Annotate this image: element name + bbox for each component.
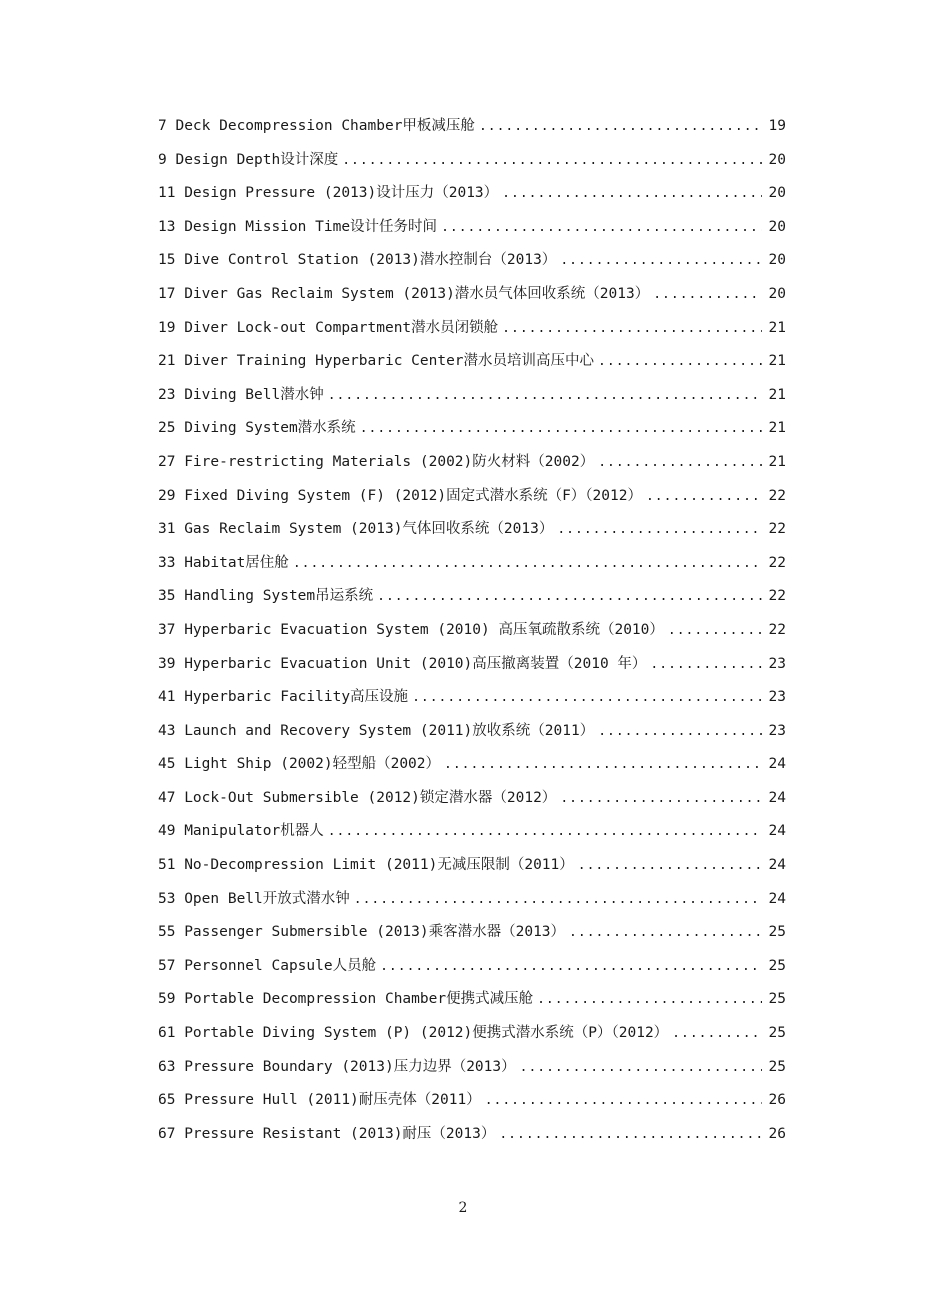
toc-entry[interactable]: [158, 583, 786, 617]
toc-entry[interactable]: [158, 449, 786, 483]
toc-leader-dots: [569, 920, 762, 946]
toc-entry-page: 26: [768, 1092, 786, 1109]
toc-leader-dots: [598, 719, 762, 745]
toc-entry-title: 47 Lock-Out Submersible (2012)锁定潜水器（2012）: [158, 785, 560, 811]
toc-entry-title: 37 Hyperbaric Evacuation System (2010) 高压氧疏散系统（2010）: [158, 617, 668, 643]
toc-entry-title: 45 Light Ship (2002)轻型船（2002）: [158, 751, 444, 777]
toc-entry[interactable]: [158, 1054, 786, 1088]
toc-entry[interactable]: [158, 247, 786, 281]
toc-entry-page: 25: [768, 1058, 786, 1075]
toc-entry-page: 24: [768, 756, 786, 773]
toc-entry[interactable]: [158, 617, 786, 651]
toc-entry[interactable]: [158, 348, 786, 382]
toc-entry[interactable]: [158, 785, 786, 819]
toc-entry[interactable]: [158, 886, 786, 920]
toc-entry[interactable]: [158, 684, 786, 718]
toc-entry-title: 57 Personnel Capsule人员舱: [158, 953, 380, 979]
toc-entry-page: 19: [768, 118, 786, 134]
toc-entry-page: 22: [768, 554, 786, 571]
toc-leader-dots: [598, 349, 762, 375]
toc-leader-dots: [499, 1122, 762, 1148]
toc-entry[interactable]: [158, 852, 786, 886]
toc-entry-title: 53 Open Bell开放式潜水钟: [158, 886, 354, 912]
toc-leader-dots: [328, 383, 762, 409]
toc-entry[interactable]: [158, 550, 786, 584]
toc-entry[interactable]: [158, 718, 786, 752]
toc-entry-title: 49 Manipulator机器人: [158, 818, 328, 844]
toc-leader-dots: [646, 484, 762, 510]
toc-entry[interactable]: [158, 180, 786, 214]
toc-entry-page: 21: [768, 319, 786, 336]
toc-leader-dots: [578, 853, 762, 879]
toc-entry[interactable]: [158, 919, 786, 953]
toc-leader-dots: [537, 987, 762, 1013]
toc-leader-dots: [672, 1021, 762, 1047]
toc-entry[interactable]: [158, 953, 786, 987]
toc-leader-dots: [342, 148, 762, 174]
toc-entry-title: 31 Gas Reclaim System (2013)气体回收系统（2013）: [158, 516, 557, 542]
toc-entry-title: 63 Pressure Boundary (2013)压力边界（2013）: [158, 1054, 520, 1080]
toc-leader-dots: [520, 1055, 762, 1081]
toc-leader-dots: [668, 618, 762, 644]
toc-entry-page: 23: [768, 655, 786, 672]
toc-entry[interactable]: [158, 214, 786, 248]
toc-entry-page: 21: [768, 353, 786, 370]
toc-leader-dots: [557, 517, 762, 543]
toc-entry-title: 29 Fixed Diving System (F) (2012)固定式潜水系统（F）（2012）: [158, 483, 646, 509]
toc-entry-page: 20: [768, 185, 786, 202]
toc-entry[interactable]: [158, 1020, 786, 1054]
toc-entry-title: 23 Diving Bell潜水钟: [158, 382, 328, 408]
toc-entry-title: 15 Dive Control Station (2013)潜水控制台（2013）: [158, 247, 560, 273]
toc-entry-title: 33 Habitat居住舱: [158, 550, 293, 576]
toc-entry-page: 25: [768, 991, 786, 1008]
toc-leader-dots: [293, 551, 762, 577]
toc-leader-dots: [412, 685, 762, 711]
toc-entry-page: 23: [768, 689, 786, 706]
toc-entry-page: 22: [768, 588, 786, 605]
toc-entry-page: 22: [768, 621, 786, 638]
toc-entry[interactable]: [158, 1087, 786, 1121]
toc-entry-title: 27 Fire-restricting Materials (2002)防火材料（2002）: [158, 449, 598, 475]
toc-entry-page: 20: [768, 151, 786, 168]
toc-leader-dots: [598, 450, 762, 476]
toc-entry-title: 35 Handling System吊运系统: [158, 583, 377, 609]
toc-leader-dots: [502, 316, 762, 342]
toc-entry-title: 19 Diver Lock-out Compartment潜水员闭锁舱: [158, 315, 502, 341]
toc-leader-dots: [560, 248, 762, 274]
toc-entry-page: 20: [768, 285, 786, 302]
toc-entry-page: 24: [768, 890, 786, 907]
toc-entry-title: 39 Hyperbaric Evacuation Unit (2010)高压撤离装置（2010 年）: [158, 651, 650, 677]
toc-leader-dots: [560, 786, 762, 812]
toc-entry-page: 25: [768, 1025, 786, 1042]
toc-entry[interactable]: [158, 1121, 786, 1155]
toc-entry-title: 17 Diver Gas Reclaim System (2013)潜水员气体回收系统（2013）: [158, 281, 653, 307]
toc-leader-dots: [502, 181, 762, 207]
toc-entry-page: 21: [768, 420, 786, 437]
toc-entry-page: 20: [768, 218, 786, 235]
toc-entry[interactable]: [158, 415, 786, 449]
toc-entry-page: 25: [768, 957, 786, 974]
toc-entry[interactable]: [158, 986, 786, 1020]
toc-entry-title: 11 Design Pressure (2013)设计压力（2013）: [158, 180, 502, 206]
toc-leader-dots: [360, 416, 762, 442]
toc-entry[interactable]: [158, 147, 786, 181]
toc-leader-dots: [441, 215, 762, 241]
toc-entry-title: 43 Launch and Recovery System (2011)放收系统（2011）: [158, 718, 598, 744]
toc-entry-title: 21 Diver Training Hyperbaric Center潜水员培训高压中心: [158, 348, 598, 374]
toc-entry[interactable]: [158, 483, 786, 517]
toc-entry-title: 7 Deck Decompression Chamber甲板减压舱: [158, 113, 479, 139]
toc-entry-page: 22: [768, 487, 786, 504]
toc-entry-title: 61 Portable Diving System (P) (2012)便携式潜水系统（P）（2012）: [158, 1020, 672, 1046]
toc-entry-title: 25 Diving System潜水系统: [158, 415, 360, 441]
toc-entry-title: 9 Design Depth设计深度: [158, 147, 342, 173]
toc-leader-dots: [653, 282, 762, 308]
toc-entry[interactable]: [158, 751, 786, 785]
toc-leader-dots: [377, 584, 762, 610]
toc-entry-page: 24: [768, 789, 786, 806]
toc-entry-page: 24: [768, 857, 786, 874]
toc-entry[interactable]: [158, 818, 786, 852]
toc-leader-dots: [485, 1088, 762, 1114]
toc-leader-dots: [444, 752, 762, 778]
toc-entry-page: 26: [768, 1125, 786, 1142]
toc-entry-title: 13 Design Mission Time设计任务时间: [158, 214, 441, 240]
table-of-contents: [158, 113, 786, 1154]
toc-leader-dots: [650, 652, 762, 678]
toc-entry-page: 25: [768, 924, 786, 941]
toc-entry-title: 65 Pressure Hull (2011)耐压壳体（2011）: [158, 1087, 485, 1113]
toc-leader-dots: [479, 114, 762, 140]
toc-entry[interactable]: [158, 516, 786, 550]
toc-entry-page: 22: [768, 521, 786, 538]
toc-entry-page: 21: [768, 386, 786, 403]
page-number: 2: [458, 1200, 468, 1216]
toc-entry-title: 41 Hyperbaric Facility高压设施: [158, 684, 412, 710]
toc-entry[interactable]: [158, 382, 786, 416]
toc-leader-dots: [380, 954, 762, 980]
toc-entry-title: 55 Passenger Submersible (2013)乘客潜水器（2013）: [158, 919, 569, 945]
toc-entry[interactable]: [158, 651, 786, 685]
toc-entry-page: 23: [768, 722, 786, 739]
toc-entry[interactable]: [158, 281, 786, 315]
toc-leader-dots: [354, 887, 762, 913]
toc-entry[interactable]: [158, 113, 786, 147]
toc-entry-title: 67 Pressure Resistant (2013)耐压（2013）: [158, 1121, 499, 1147]
toc-entry-title: 59 Portable Decompression Chamber便携式减压舱: [158, 986, 537, 1012]
toc-entry-page: 21: [768, 453, 786, 470]
toc-entry[interactable]: [158, 315, 786, 349]
toc-leader-dots: [328, 819, 762, 845]
toc-entry-page: 20: [768, 252, 786, 269]
toc-entry-page: 24: [768, 823, 786, 840]
toc-entry-title: 51 No-Decompression Limit (2011)无减压限制（2011）: [158, 852, 578, 878]
